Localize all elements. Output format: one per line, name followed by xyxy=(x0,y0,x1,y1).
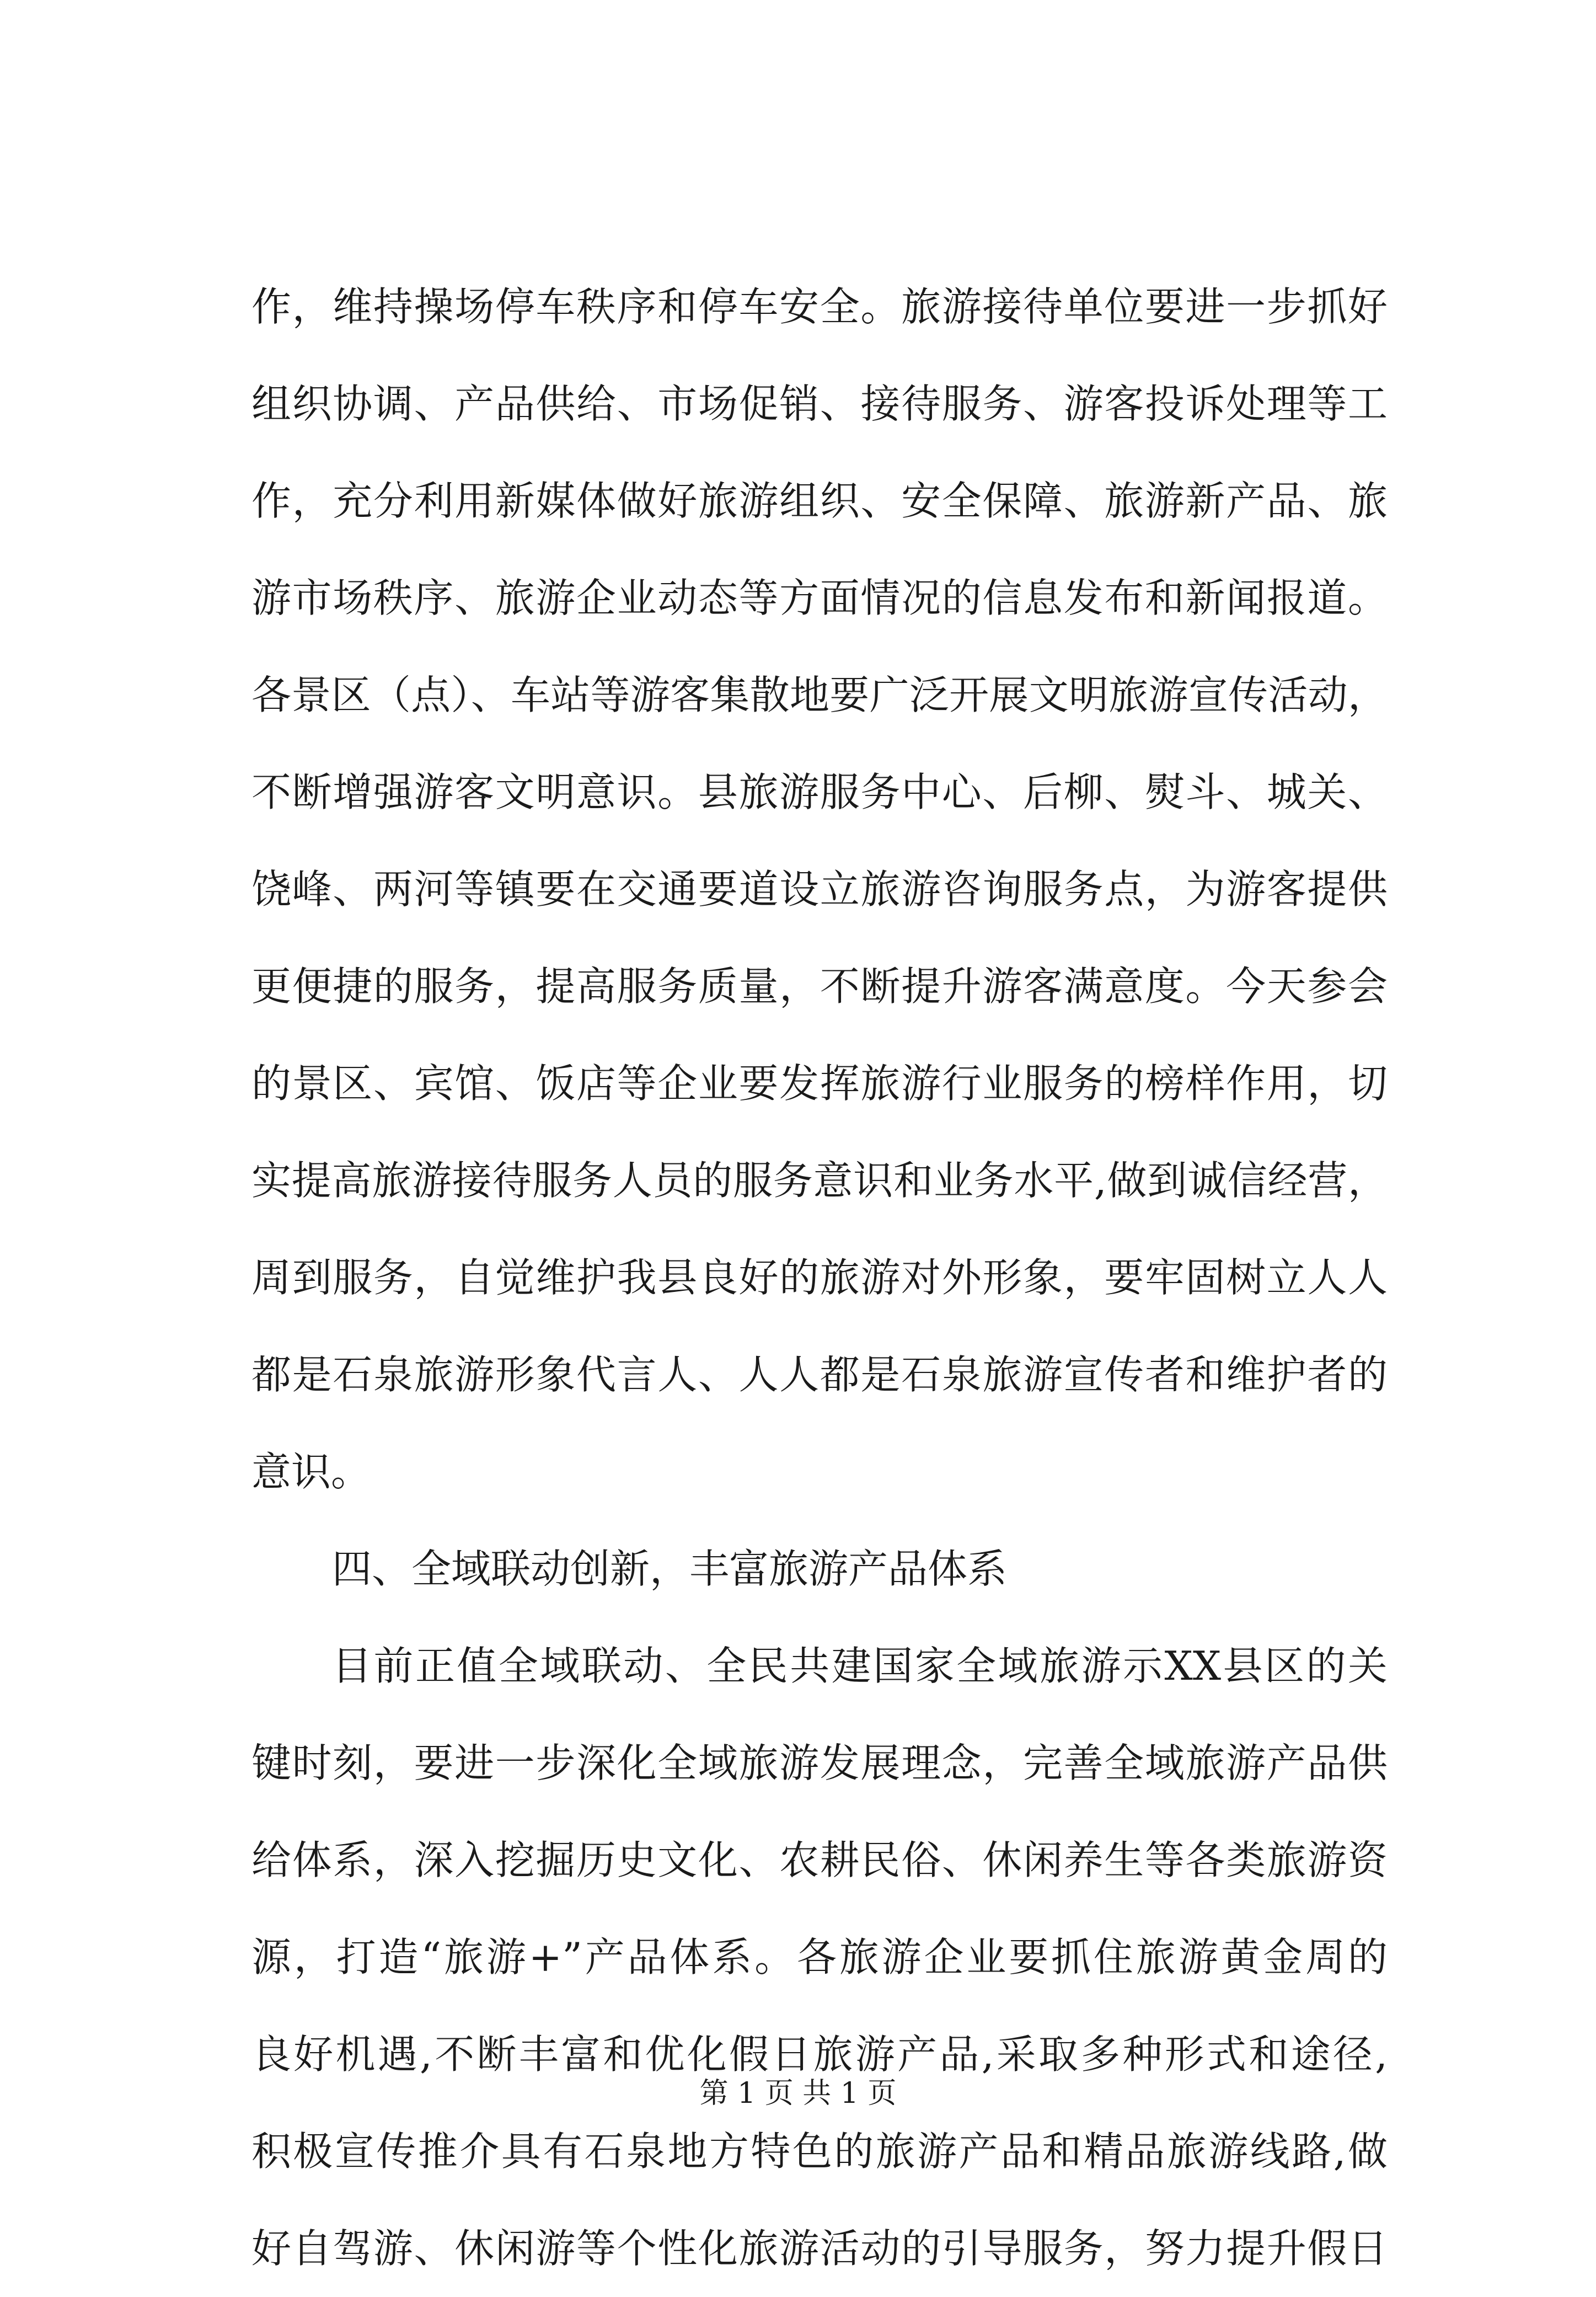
body-text xyxy=(251,258,1388,2297)
section-heading: 四、全域联动创新，丰富旅游产品体系 xyxy=(332,1546,1008,1592)
text-line: 作，维持操场停车秩序和停车安全。旅游接待单位要进一步抓好 xyxy=(251,284,1388,330)
text-line: 不断增强游客文明意识。县旅游服务中心、后柳、熨斗、城关、 xyxy=(251,769,1388,815)
text-line: 实提高旅游接待服务人员的服务意识和业务水平,做到诚信经营， xyxy=(251,1157,1388,1204)
page-footer: 第 1 页 共 1 页 xyxy=(699,2077,897,2110)
text-line: 意识。 xyxy=(251,1449,371,1495)
text-line: 良好机遇,不断丰富和优化假日旅游产品,采取多种形式和途径, xyxy=(251,2031,1388,2077)
text-line: 更便捷的服务，提高服务质量，不断提升游客满意度。今天参会 xyxy=(251,963,1388,1009)
text-line: 游市场秩序、旅游企业动态等方面情况的信息发布和新闻报道。 xyxy=(251,575,1388,621)
text-line: 键时刻，要进一步深化全域旅游发展理念，完善全域旅游产品供 xyxy=(251,1740,1388,1786)
text-line: 饶峰、两河等镇要在交通要道设立旅游咨询服务点，为游客提供 xyxy=(251,866,1388,912)
text-line: 各景区（点）、车站等游客集散地要广泛开展文明旅游宣传活动， xyxy=(251,672,1388,718)
text-line: 积极宣传推介具有石泉地方特色的旅游产品和精品旅游线路,做 xyxy=(251,2128,1388,2175)
text-line: 给体系，深入挖掘历史文化、农耕民俗、休闲养生等各类旅游资 xyxy=(251,1837,1388,1883)
text-line: 好自驾游、休闲游等个性化旅游活动的引导服务，努力提升假日 xyxy=(251,2225,1388,2272)
text-line: 源，打造“旅游+”产品体系。各旅游企业要抓住旅游黄金周的 xyxy=(251,1934,1388,1980)
text-line: 目前正值全域联动、全民共建国家全域旅游示XX县区的关 xyxy=(332,1643,1388,1689)
text-line: 的景区、宾馆、饭店等企业要发挥旅游行业服务的榜样作用，切 xyxy=(251,1060,1388,1107)
text-line: 都是石泉旅游形象代言人、人人都是石泉旅游宣传者和维护者的 xyxy=(251,1352,1388,1398)
text-line: 组织协调、产品供给、市场促销、接待服务、游客投诉处理等工 xyxy=(251,381,1388,427)
text-line: 周到服务，自觉维护我县良好的旅游对外形象，要牢固树立人人 xyxy=(251,1254,1388,1301)
text-line: 作，充分利用新媒体做好旅游组织、安全保障、旅游新产品、旅 xyxy=(251,478,1388,524)
